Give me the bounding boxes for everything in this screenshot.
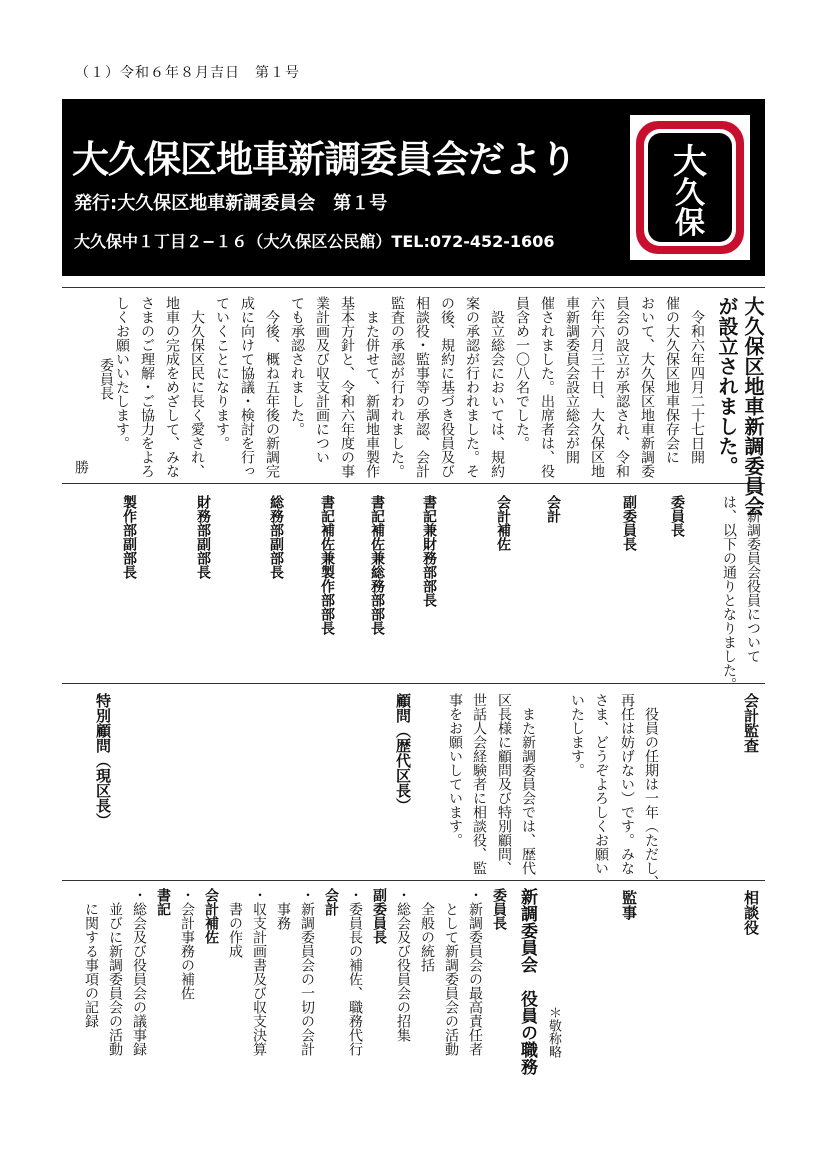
duty-line: 事務 <box>275 888 291 930</box>
audit-line: さま、どうぞよろしくお願い <box>593 693 609 875</box>
officer-role: 書記補佐兼総務部部長 <box>369 495 385 635</box>
duties-heading: 新調委員会 役員の職務 <box>517 888 537 1075</box>
auditor-heading: 監事 <box>620 890 638 920</box>
audit-line: 役員の任期は一年（ただし、 <box>643 693 659 889</box>
masthead-banner <box>62 99 765 276</box>
article-line: ても承認されました。 <box>289 296 305 436</box>
article-line: 基本方針と、令和六年度の事 <box>339 296 355 478</box>
duty-line: ・新調委員会の一切の会計 <box>299 888 315 1056</box>
article-line: 監査の承認が行われました。 <box>389 296 405 478</box>
duty-line: ・収支計画書及び収支決算 <box>251 888 267 1056</box>
newsletter-title: 大久保区地車新調委員会だより <box>72 138 576 181</box>
duty-line: ・会計事務の補佐 <box>179 888 195 1000</box>
rule-section-2 <box>62 683 765 684</box>
advisor-line: また新調委員会では、歴代 <box>520 693 536 875</box>
article-line: 成に向けて協議・検討を行っ <box>239 296 255 478</box>
duty-line: ・新調委員会の最高責任者 <box>467 888 483 1056</box>
article-line: の後、規約に基づき役員及び <box>439 296 455 478</box>
article-line: 令和六年四月二十七日開 <box>689 296 705 464</box>
officer-role: 委員長 <box>669 495 685 537</box>
publisher-line: 発行:大久保区地車新調委員会 第１号 <box>74 193 388 214</box>
article-line: 六年六月三十日、大久保区地 <box>589 296 605 478</box>
officers-intro-2: は、以下の通りとなりました。 <box>721 495 737 691</box>
consult-heading: 相談役 <box>742 890 760 935</box>
article-line: 設立総会においては、規約 <box>489 296 505 478</box>
rule-section-1 <box>62 483 765 484</box>
article-line: 催されました。出席者は、役 <box>539 296 555 478</box>
article-line: おいて、大久保区地車新調委 <box>639 296 655 478</box>
article-line: 車新調委員会設立総会が開 <box>564 296 580 464</box>
duty-line: に関する事項の記録 <box>83 888 99 1028</box>
duty-role: 会計補佐 <box>203 888 219 944</box>
duty-line: ・総会及び役員会の議事録 <box>131 888 147 1056</box>
audit-heading: 会計監査 <box>742 693 760 753</box>
audit-line: いたします。 <box>569 693 585 777</box>
signer-name: 勝 <box>73 460 89 474</box>
officer-role: 副委員長 <box>621 495 637 551</box>
rule-top <box>62 287 765 288</box>
article-line: また併せて、新調地車製作 <box>364 296 380 478</box>
officer-role: 総務部副部長 <box>268 495 284 579</box>
duty-line: 書の作成 <box>227 888 243 958</box>
article-line: 地車の完成をめざして、みな <box>164 296 180 478</box>
article-line: 今後、概ね五年後の新調完 <box>264 296 280 478</box>
issue-line: （１）令和６年８月吉日 第１号 <box>75 65 300 81</box>
honorific-note: ＊敬称略 <box>546 1006 561 1058</box>
duty-role: 会計 <box>323 888 339 916</box>
article-line: 業計画及び収支計画につい <box>314 296 330 464</box>
duty-line: ・総会及び役員会の招集 <box>395 888 411 1042</box>
duty-role: 書記 <box>155 888 171 916</box>
advisor-line: 世話人会経験者に相談役、監 <box>471 693 487 875</box>
officer-role: 会計補佐 <box>495 495 511 551</box>
article-line: 案の承認が行われました。そ <box>464 296 480 478</box>
address-line: 大久保中１丁目２−１６（大久保区公民館）TEL:072-452-1606 <box>74 232 555 251</box>
article-line: 催の大久保区地車保存会に <box>664 296 680 464</box>
logo-char-1: 大 <box>673 142 707 182</box>
special-advisor-heading: 特別顧問（現区長） <box>94 693 112 828</box>
duty-line: として新調委員会の活動 <box>443 888 459 1056</box>
article-line: しくお願いいたします。 <box>114 296 130 450</box>
audit-line: 再任は妨げない）です。みな <box>619 693 635 875</box>
article-line: 員含め一〇八名でした。 <box>514 296 530 450</box>
officer-role: 会計 <box>545 495 561 523</box>
logo-char-2: 久 <box>675 176 705 211</box>
headline-1: 大久保区地車新調委員会 <box>741 296 765 516</box>
article-line: 大久保区民に長く愛され、 <box>189 296 205 478</box>
article-line: さまのご理解・ご協力をよろ <box>139 296 155 478</box>
article-line: ていくことになります。 <box>214 296 230 450</box>
officers-intro-1: 新調委員会役員について <box>745 495 761 663</box>
officer-role: 製作部副部長 <box>121 495 137 579</box>
headline-2: が設立されました。 <box>715 296 739 476</box>
advisor-heading: 顧問（歴代区長） <box>394 693 412 813</box>
signer-title: 委員長 <box>98 358 114 400</box>
duty-line: 全般の統括 <box>419 888 435 972</box>
advisor-line: 事をお願いしています。 <box>447 693 463 847</box>
duty-line: ・委員長の補佐、職務代行 <box>347 888 363 1056</box>
okubo-logo-seal <box>630 115 750 260</box>
article-line: 相談役・監事等の承認、会計 <box>414 296 430 478</box>
logo-char-3: 保 <box>675 206 705 241</box>
advisor-line: 区長様に顧問及び特別顧問、 <box>496 693 512 875</box>
officer-role: 書記補佐兼製作部部長 <box>319 495 335 635</box>
article-line: 員会の設立が承認され、令和 <box>614 296 630 478</box>
duty-role: 委員長 <box>491 888 507 930</box>
officer-role: 財務部副部長 <box>195 495 211 579</box>
duty-line: 並びに新調委員会の活動 <box>107 888 123 1056</box>
duty-role: 副委員長 <box>371 888 387 944</box>
officer-role: 書記兼財務部部長 <box>421 495 437 607</box>
